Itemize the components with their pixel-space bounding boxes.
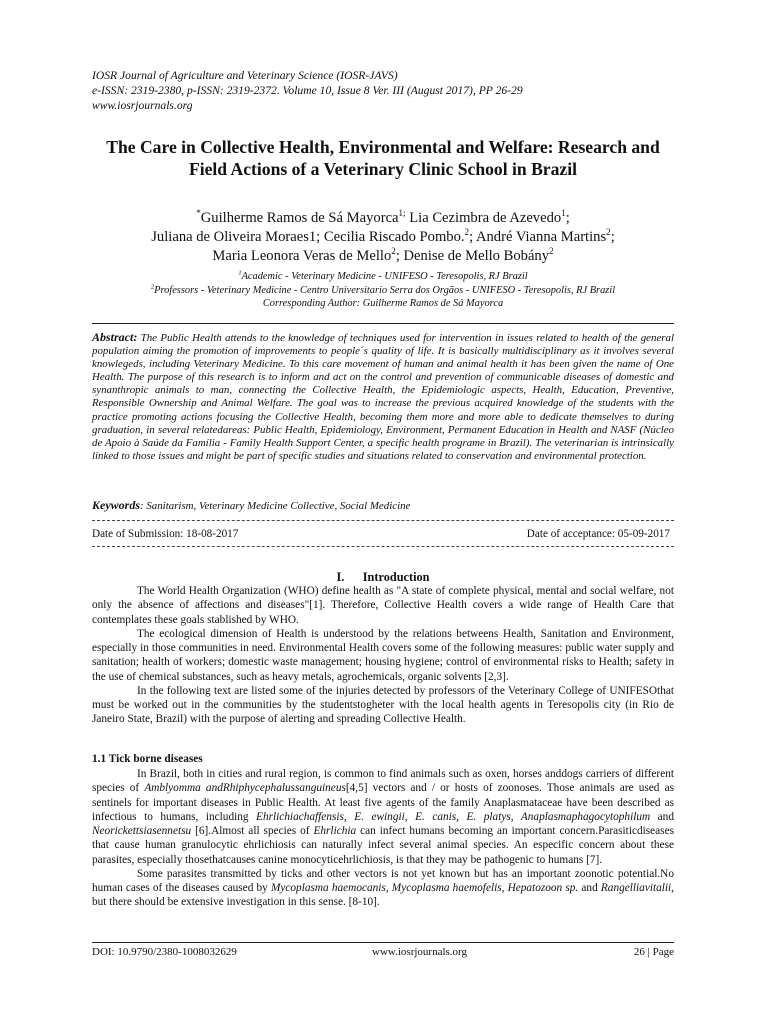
subsection-heading: 1.1 Tick borne diseases — [92, 753, 203, 765]
abstract-label: Abstract: — [92, 330, 138, 344]
footer-doi[interactable]: DOI: 10.9790/2380-1008032629 — [92, 946, 237, 958]
intro-paragraph-1: The World Health Organization (WHO) define health as "A state of complete physical, mental and social welfare, not only the absence of affections and diseases"[1]. Therefore, Collective Health covers a wide range of Health Care that contemplates these goals stablished by WHO. — [92, 585, 674, 626]
journal-header — [92, 68, 674, 113]
dashed-divider-2 — [92, 546, 674, 547]
ticks-paragraph-1: In Brazil, both in cities and rural region, is common to find animals such as oxen, horses anddogs carriers of different species of Amblyomma andRhiphycephalussanguineus[4,5] vectors and / or hosts of zoonoses. Those animals are used as sentinels for important diseases in Public Health. At least five agents of the family Anaplasmataceae have been described as infectious to humans, including Ehrlichiachaffensis, E. ewingii, E. canis, E. platys, Anaplasmaphagocytophilum and Neorickettsiasennetsu [6].Almost all species of Ehrlichia can infect humans becoming an important concern.Parasiticdiseases that cause human granulocytic ehrlichiosis can naturally infect several animal species. An especific concern about these parasites, especially thosethatcauses canine monocyticehrlichiosis, is that they may be pathogenic to humans [7]. — [92, 768, 674, 866]
footer-page-number: 26 | Page — [633, 946, 674, 958]
author-line-2: Juliana de Oliveira Moraes1; Cecilia Riscado Pombo.$^2$; André Vianna Martins$^2$; — [151, 227, 615, 245]
abstract-text: The Public Health attends to the knowledge of techniques used for intervention in issues related to health of the general population aiming the promotion of improvements to people´s quality of life. It is basically multidisciplinary as it involves several knowlegeds, including Veterinary Medicine. To this care movement of human and animal health it has been given the name of One Health. The purpose of this research is to inform and act on the control and prevention of communicable diseases of domestic and synanthropic animals to man, connecting the Collective Health, the Epidemiologic aspects, Health, Education, Preventive, Responsible Ownership and Animal Welfare. The goal was to increase the previous acquired knowledge of the students with the practice promoting actions focusing the Collective Health, becoming them more and more able to dedicate themselves to during graduation, in several relatedareas: Public Health, Epidemiology, Environment, Permanent Education in Health and NASF (Núcleo de Apoio à Saúde da Família - Family Health Support Center, a specific health programe in Brazil). The veterinarian is intrinsically linked to those issues and might be part of specific studies and situations related to conservation and environmental protection. — [92, 332, 674, 462]
author-line-1: *Guilherme Ramos de Sá Mayorca$^{1;}$ Lia Cezimbra de Azevedo$^1$; — [196, 208, 570, 226]
author-list — [92, 209, 674, 266]
footer-url[interactable]: www.iosrjournals.org — [372, 946, 468, 958]
divider-top — [92, 323, 674, 324]
dashed-divider-1 — [92, 520, 674, 521]
affiliation-2: $^2$Professors - Veterinary Medicine - Centro Universitario Serra dos Orgãos - UNIFESO - Teresopolis, RJ Brazil — [150, 283, 616, 296]
journal-name: IOSR Journal of Agriculture and Veterinary Science (IOSR-JAVS) — [92, 69, 398, 82]
dates-row — [92, 527, 674, 541]
corresponding-author: Corresponding Author: Guilherme Ramos de Sá Mayorca — [262, 298, 504, 309]
intro-paragraph-3: In the following text are listed some of the injuries detected by professors of the Veterinary College of UNIFESOthat must be worked out in the communities by the studentstogheter with the local health agents in Teresopolis city (in Rio de Janeiro State, Brazil) with the purpose of alerting and spreading Collective Health. — [92, 684, 674, 726]
journal-url[interactable]: www.iosrjournals.org — [92, 99, 193, 112]
affiliation-1: $^1$Academic - Veterinary Medicine - UNIFESO - Teresopolis, RJ Brazil — [238, 269, 528, 282]
tick-diseases-text — [92, 767, 674, 910]
author-line-3: Maria Leonora Veras de Mello$^2$; Denise de Mello Bobány$^2$ — [212, 246, 554, 264]
affiliations — [92, 270, 674, 311]
keywords-text: : Sanitarism, Veterinary Medicine Collective, Social Medicine — [140, 500, 411, 512]
keywords-label: Keywords — [92, 498, 140, 512]
acceptance-date: Date of acceptance: 05-09-2017 — [526, 528, 670, 540]
abstract — [92, 331, 674, 463]
ticks-paragraph-2: Some parasites transmitted by ticks and other vectors is not yet known but has an important zoonotic potential.No human cases of the diseases caused by Mycoplasma haemocanis, Mycoplasma haemofelis, Hepatozoon sp. and Rangelliavitalii, but there should be extensive investigation in this sense. [8-10]. — [92, 867, 674, 909]
introduction-text — [92, 584, 674, 727]
section-heading-introduction: I. Introduction — [336, 570, 430, 584]
intro-paragraph-2: The ecological dimension of Health is understood by the relations betweens Health, Sanitation and Environment, especially in those communities in need. Environmental Health covers some of the following measures: public water supply and sanitation; health of workers; domestic waste management; housing hygiene; control of environmental risks to Health; safety in the use of chemical substances, such as heavy metals, agrochemicals, organic solvents [2,3]. — [92, 627, 674, 683]
submission-date: Date of Submission: 18-08-2017 — [92, 528, 239, 540]
keywords — [92, 499, 674, 513]
page-footer — [92, 942, 674, 958]
paper-title: The Care in Collective Health, Environmental and Welfare: Research and Field Actions of a Veterinary Clinic School in Brazil — [106, 137, 660, 179]
journal-issn: e-ISSN: 2319-2380, p-ISSN: 2319-2372. Volume 10, Issue 8 Ver. III (August 2017), PP 26-29 — [92, 84, 523, 97]
